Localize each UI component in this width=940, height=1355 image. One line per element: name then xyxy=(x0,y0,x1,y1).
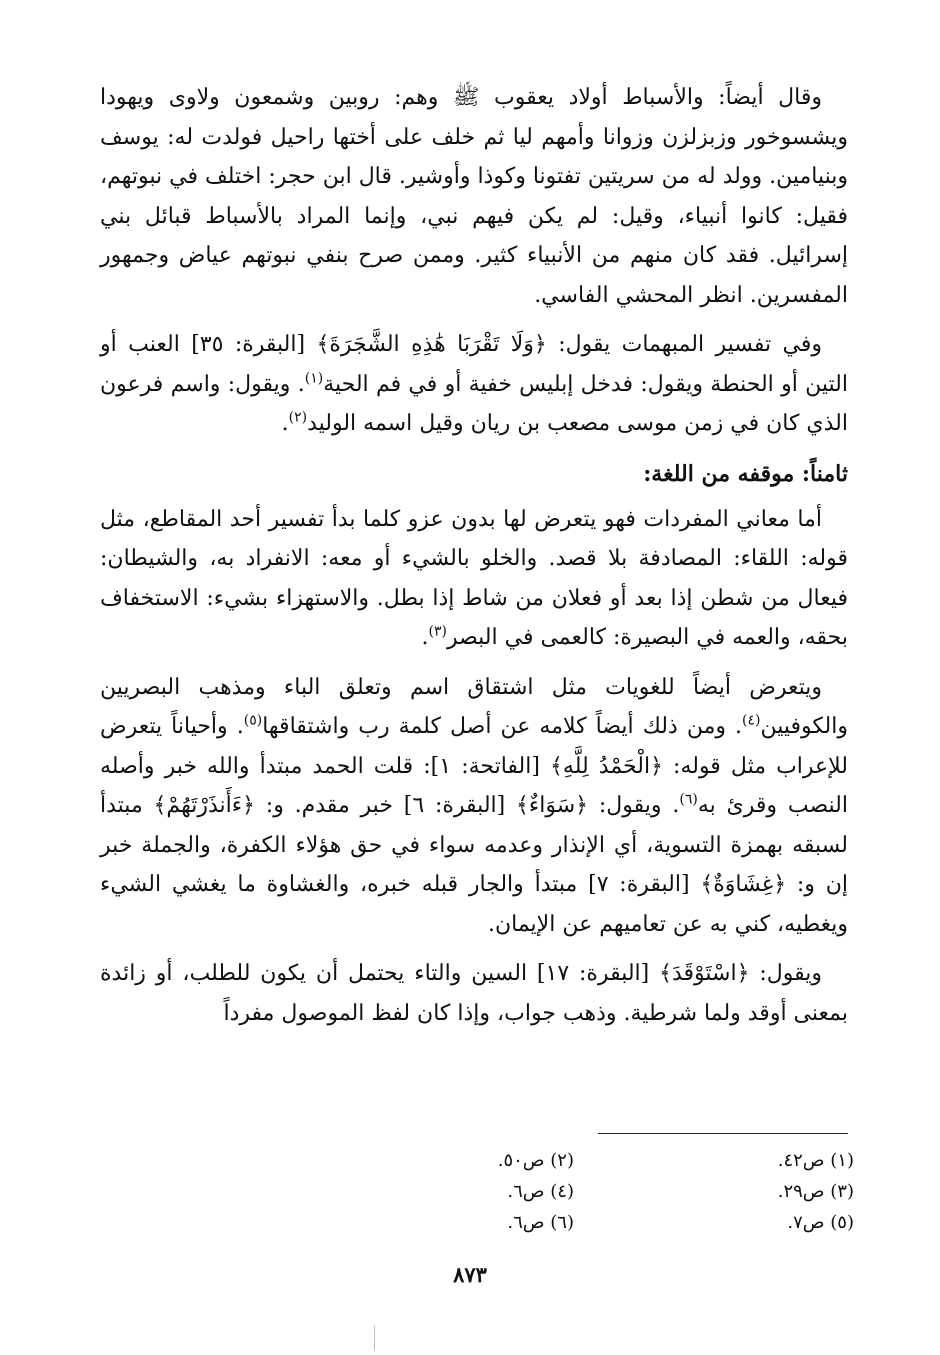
paragraph-mubhamat xyxy=(100,325,848,444)
scan-binding-line xyxy=(374,1326,375,1350)
paragraph-text: . xyxy=(281,411,289,436)
paragraph-text: . وأحياناً يتعرض للإعراب مثل قوله: ﴿الْحَمْدُ لِلَّهِ﴾ [الفاتحة: ١]: قلت الحمد مبتدأ والله خبر وأصله النصب وقرئ به xyxy=(100,714,848,818)
paragraph-linguistics xyxy=(100,668,848,945)
page-body xyxy=(100,78,848,1043)
page-number: ٨٧٣ xyxy=(453,1262,487,1287)
footnote-ref: (٦) xyxy=(679,791,698,808)
footnote-ref: (٥) xyxy=(243,712,263,729)
paragraph-text: ويتعرض أيضاً للغويات مثل اشتقاق اسم وتعلق الباء ومذهب البصريين والكوفيين xyxy=(100,674,848,739)
footnote-ref: (٤) xyxy=(742,712,761,729)
footnote-item: (٢) ص٥٠. xyxy=(497,1150,574,1171)
paragraph-text: . ويقول: ﴿سَوَاءٌ﴾ [البقرة: ٦] خبر مقدم. و: ﴿ءَأَنذَرْتَهُمْ﴾ مبتدأ لسبقه بهمزة التسوية، أي الإنذار وعدمه سواء في حق هؤلاء الكفرة، والجملة خبر إن و: ﴿غِشَاوَةٌ﴾ [البقرة: ٧] مبتدأ والجار قبله خبره، والغشاوة ما يغشي الشيء ويغطيه، كني به عن تعاميهم عن الإيمان. xyxy=(100,793,848,937)
footnotes xyxy=(294,1146,854,1237)
footnote-item: (١) ص٤٢. xyxy=(777,1150,854,1171)
footnote-item: (٥) ص٧. xyxy=(787,1212,854,1233)
paragraph-asbat: وقال أيضاً: والأسباط أولاد يعقوب ﷺ وهم: روبين وشمعون ولاوى ويهودا ويشسوخور وزبزلزن وزوانا وأمهم ليا ثم خلف على أختها راحيل فولدت له: يوسف وبنيامين. وولد له من سريتين تفتونا وكوذا وأوشير. قال ابن حجر: اختلف في نبوتهم، فقيل: كانوا أنبياء، وقيل: لم يكن فيهم نبي، وإنما المراد بالأسباط قبائل بني إسرائيل. فقد كان منهم من الأنبياء كثير. وممن صرح بنفي نبوتهم عياض وجمهور المفسرين. انظر المحشي الفاسي. xyxy=(100,85,848,308)
footnote-item: (٣) ص٢٩. xyxy=(777,1181,854,1202)
paragraph-text: وفي تفسير المبهمات يقول: ﴿وَلَا تَقْرَبَا هَٰذِهِ الشَّجَرَةَ﴾ [البقرة: ٣٥] العنب أو التين أو الحنطة ويقول: فدخل إبليس خفية أو في فم الحية xyxy=(100,332,848,397)
paragraph-vocabulary xyxy=(100,500,848,658)
paragraph-istawqada: ويقول: ﴿اسْتَوْقَدَ﴾ [البقرة: ١٧] السين والتاء يحتمل أن يكون للطلب، أو زائدة بمعنى أوقد ولما شرطية. وذهب جواب، وإذا كان لفظ الموصول مفرداً xyxy=(100,961,848,1026)
footnote-item: (٤) ص٦. xyxy=(507,1181,574,1202)
section-heading: ثامناً: موقفه من اللغة: xyxy=(643,460,848,487)
footnote-ref: (٣) xyxy=(428,623,447,640)
paragraph-text: أما معاني المفردات فهو يتعرض لها بدون عزو كلما بدأ تفسير أحد المقاطع، مثل قوله: اللقاء: المصادفة بلا قصد. والخلو بالشيء أو معه: الانفراد به، والشيطان: فيعال من شطن إذا بعد أو فعلان من شاط إذا بطل. والاستهزاء بشيء: الاستخفاف بحقه، والعمه في البصيرة: كالعمى في البصر xyxy=(100,506,848,650)
footnote-ref: (٢) xyxy=(288,409,308,426)
footnote-ref: (١) xyxy=(304,370,324,387)
paragraph-text: . xyxy=(421,625,429,650)
footnote-divider xyxy=(598,1133,848,1134)
footnote-item: (٦) ص٦. xyxy=(507,1212,574,1233)
paragraph-text: . ويقول: واسم فرعون الذي كان في زمن موسى مصعب بن ريان وقيل اسمه الوليد xyxy=(100,371,848,436)
paragraph-text: . ومن ذلك أيضاً كلامه عن أصل كلمة رب واشتقاقها xyxy=(262,714,743,739)
